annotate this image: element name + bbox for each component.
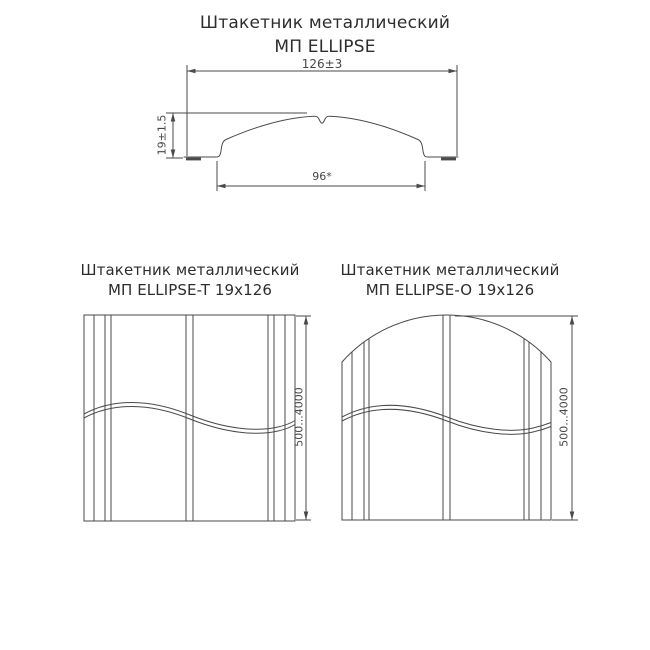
ellipse-t-front-view [84,315,311,521]
ellipse-o-wave [342,405,551,434]
ellipse-t-title-line2: МП ELLIPSE-T 19x126 [107,281,273,299]
ellipse-o-title-line1: Штакетник металлический [340,261,560,279]
ellipse-o-length-dimension [455,316,578,520]
profile-title-line1: Штакетник металлический [199,13,451,33]
profile-height-dimension-label: 19±1.5 [155,114,169,156]
face-dimension [217,161,425,191]
profile-cross-section [166,65,458,191]
profile-width-dimension-label: 126±3 [301,57,343,71]
ellipse-o-title-line2: МП ELLIPSE-O 19x126 [365,281,535,299]
width-dimension [187,65,457,156]
ellipse-t-length-dimension [296,316,311,520]
profile-outline [184,116,458,157]
ellipse-t-length-dimension-label: 500...4000 [292,387,306,447]
ellipse-o-rib-lines [352,315,541,520]
profile-title-line2: МП ELLIPSE [274,37,376,57]
profile-face-dimension-label: 96* [312,170,332,183]
ellipse-t-wave [84,403,295,434]
ellipse-t-title-line1: Штакетник металлический [80,261,300,279]
ellipse-o-length-dimension-label: 500...4000 [557,387,571,447]
ellipse-t-rib-lines [94,315,285,521]
ellipse-o-front-view [342,315,578,520]
ellipse-t-body [84,315,295,521]
ellipse-o-body [342,315,551,520]
